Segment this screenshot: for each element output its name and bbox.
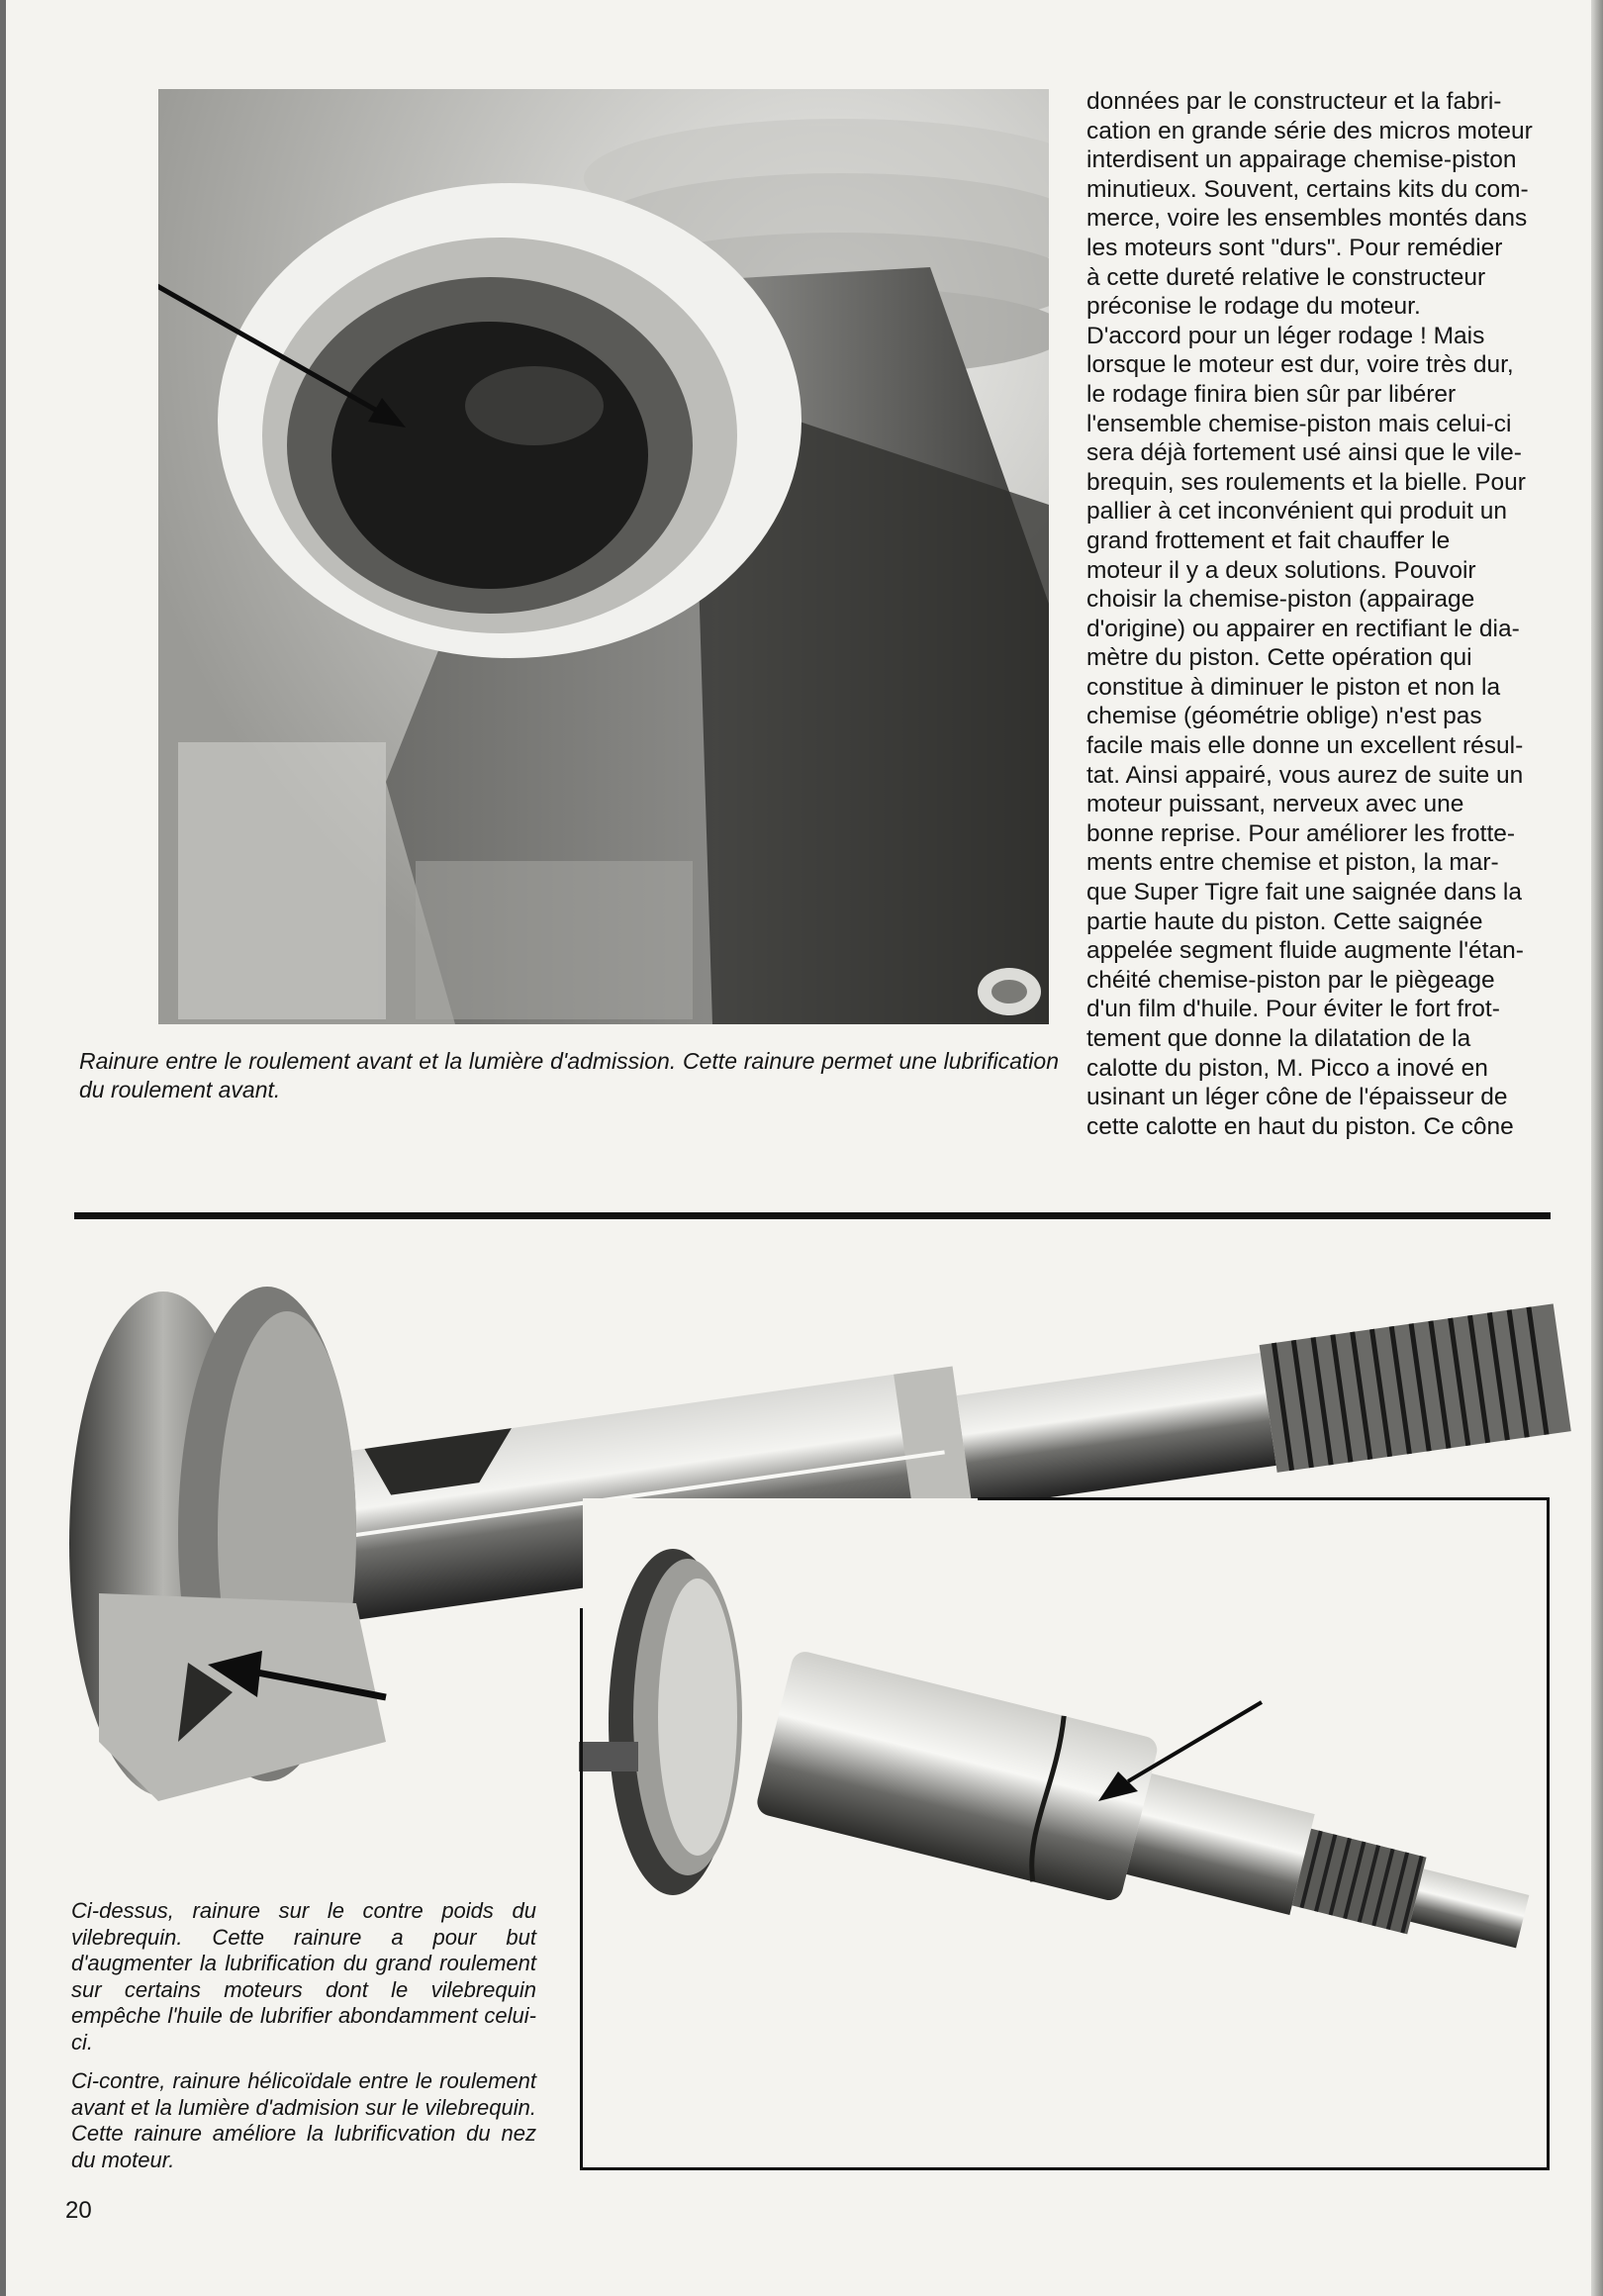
photo-crankshaft-helical-groove: [579, 1494, 1578, 2167]
article-line: chemise (géométrie oblige) n'est pas: [1086, 703, 1482, 730]
caption-helical-groove: Ci-contre, rainure hélicoïdale entre le roulement avant et la lumière d'admision sur le vilebrequin. Cette rainure améliore la lubrificvation du nez du moteur.: [71, 2068, 536, 2172]
article-line: bonne reprise. Pour améliorer les frotte-: [1086, 819, 1516, 847]
article-line: partie haute du piston. Cette saignée: [1086, 908, 1483, 935]
caption-counterweight-groove: Ci-dessus, rainure sur le contre poids du vilebrequin. Cette rainure a pour but d'augmenter la lubrification du grand roulement sur certains moteurs dont le vilebrequin empêche l'huile de lubrifier abondamment celui-ci.: [71, 1898, 536, 2055]
article-line: facile mais elle donne un excellent résul-: [1086, 732, 1524, 760]
section-divider-rule: [74, 1212, 1551, 1219]
article-line: cation en grande série des micros moteur: [1086, 117, 1533, 144]
article-line: constitue à diminuer le piston et non la: [1086, 673, 1501, 701]
article-line: moteur il y a deux solutions. Pouvoir: [1086, 556, 1476, 584]
article-line: le rodage finira bien sûr par libérer: [1086, 380, 1457, 408]
article-line: interdisent un appairage chemise-piston: [1086, 146, 1517, 174]
photo-frame-right-line: [1547, 1497, 1550, 2170]
article-line: données par le constructeur et la fabri-: [1086, 88, 1502, 115]
article-column: [1086, 87, 1554, 1141]
photo-frame-bottom-line: [580, 2167, 1550, 2170]
article-line: tat. Ainsi appairé, vous aurez de suite un: [1086, 761, 1524, 789]
article-line: d'un film d'huile. Pour éviter le fort frot-: [1086, 996, 1500, 1023]
article-line: grand frottement et fait chauffer le: [1086, 526, 1451, 554]
page-number: 20: [65, 2197, 92, 2224]
article-line: minutieux. Souvent, certains kits du com-: [1086, 175, 1529, 203]
photo-frame-left-line: [580, 1608, 583, 2170]
article-line: chéité chemise-piston par le piègeage: [1086, 966, 1495, 994]
photo-frame-top-line: [978, 1497, 1550, 1500]
article-line: tement que donne la dilatation de la: [1086, 1025, 1471, 1052]
page-edge-shadow: [1591, 0, 1603, 2296]
article-line: l'ensemble chemise-piston mais celui-ci: [1086, 410, 1512, 437]
article-line: merce, voire les ensembles montés dans: [1086, 205, 1528, 233]
article-line: cette calotte en haut du piston. Ce cône: [1086, 1112, 1514, 1140]
article-line: brequin, ses roulements et la bielle. Pour: [1086, 468, 1526, 496]
article-line: d'origine) ou appairer en rectifiant le dia-: [1086, 615, 1520, 642]
article-line: appelée segment fluide augmente l'étan-: [1086, 937, 1524, 965]
article-line: sera déjà fortement usé ainsi que le vile-: [1086, 439, 1522, 467]
article-line: que Super Tigre fait une saignée dans la: [1086, 879, 1522, 907]
page-binding-edge: [0, 0, 6, 2296]
photo-bearing-groove: [158, 89, 1049, 1024]
caption-top-photo: Rainure entre le roulement avant et la lumière d'admission. Cette rainure permet une lubrification du roulement avant.: [79, 1048, 1059, 1102]
article-line: mètre du piston. Cette opération qui: [1086, 644, 1472, 672]
article-line: ments entre chemise et piston, la mar-: [1086, 849, 1499, 877]
article-line: lorsque le moteur est dur, voire très dur,: [1086, 351, 1514, 379]
article-line: calotte du piston, M. Picco a inové en: [1086, 1054, 1488, 1082]
article-line: à cette dureté relative le constructeur: [1086, 263, 1486, 291]
article-line: préconise le rodage du moteur.: [1086, 293, 1421, 321]
article-line: D'accord pour un léger rodage ! Mais: [1086, 322, 1485, 349]
article-line: usinant un léger cône de l'épaisseur de: [1086, 1084, 1508, 1111]
article-line: moteur puissant, nerveux avec une: [1086, 791, 1464, 818]
article-line: les moteurs sont "durs". Pour remédier: [1086, 234, 1503, 261]
article-line: pallier à cet inconvénient qui produit un: [1086, 498, 1507, 526]
article-line: choisir la chemise-piston (appairage: [1086, 586, 1475, 614]
